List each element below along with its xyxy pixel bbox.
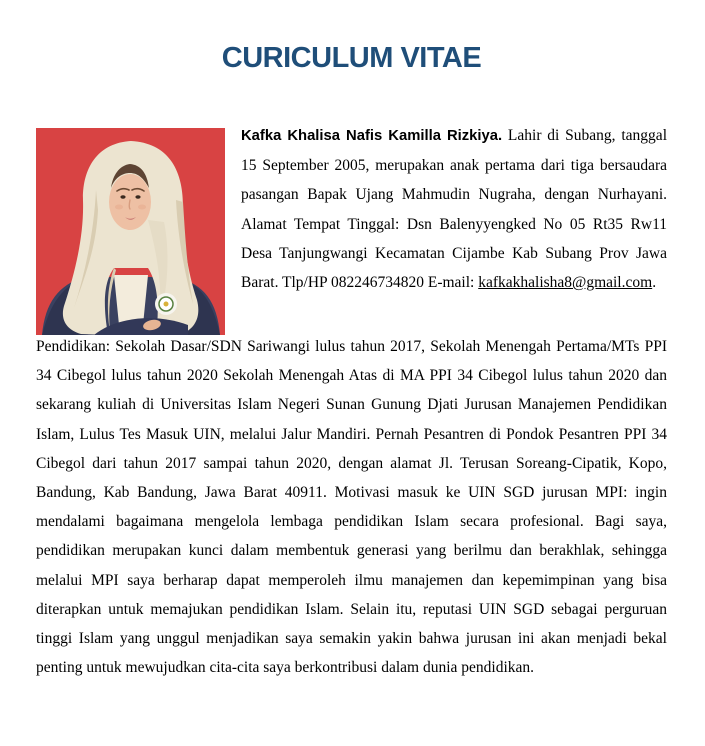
profile-photo: [36, 128, 225, 335]
blazer-badge-icon: [155, 293, 177, 315]
email-link[interactable]: kafkakhalisha8@gmail.com: [478, 274, 653, 292]
person-name: Kafka Khalisa Nafis Kamilla Rizkiya.: [241, 128, 503, 144]
bio-text-after-email: .: [652, 274, 657, 292]
bio-text-before-email: Lahir di Subang, tanggal 15 September 2005, merupakan anak pertama dari tiga bersaudara pasangan Bapak Ujang Mahmudin Nugraha, dengan Nurhayani. Alamat Tempat Tinggal: Dsn Balenyyengked No 05 Rt35 Rw11 Desa Tanjungwangi Kecamatan Cijambe Kab Subang Prov Jawa Barat. Tlp/HP 082246734820 E-mail:: [241, 127, 667, 292]
bio-paragraph: [241, 121, 667, 297]
page-title: CURICULUM VITAE: [221, 42, 482, 74]
education-paragraph: Pendidikan: Sekolah Dasar/SDN Sariwangi lulus tahun 2017, Sekolah Menengah Pertama/MTs PPI 34 Cibegol lulus tahun 2020 Sekolah Menengah Atas di MA PPI 34 Cibegol lulus tahun 2020 dan sekarang kuliah di Universitas Islam Negeri Sunan Gunung Djati Jurusan Manajemen Pendidikan Islam, Lulus Tes Masuk UIN, melalui Jalur Mandiri. Pernah Pesantren di Pondok Pesantren PPI 34 Cibegol dari tahun 2017 sampai tahun 2020, dengan alamat Jl. Terusan Soreang-Cipatik, Kopo, Bandung, Kab Bandung, Jawa Barat 40911. Motivasi masuk ke UIN SGD jurusan MPI: ingin mendalami bagaimana mengelola lembaga pendidikan Islam secara profesional. Bagi saya, pendidikan merupakan kunci dalam membentuk generasi yang berilmu dan berakhlak, sehingga melalui MPI saya berharap dapat memperoleh ilmu manajemen dan kepemimpinan yang bisa diterapkan untuk memajukan pendidikan Islam. Selain itu, reputasi UIN SGD sebagai perguruan tinggi Islam yang unggul menjadikan saya semakin yakin bahwa jurusan ini akan menjadi bekal penting untuk mewujudkan cita-cita saya berkontribusi dalam dunia pendidikan.: [36, 338, 667, 677]
profile-section: [36, 128, 667, 335]
portrait-illustration: [36, 128, 225, 335]
document-body: [36, 128, 667, 682]
